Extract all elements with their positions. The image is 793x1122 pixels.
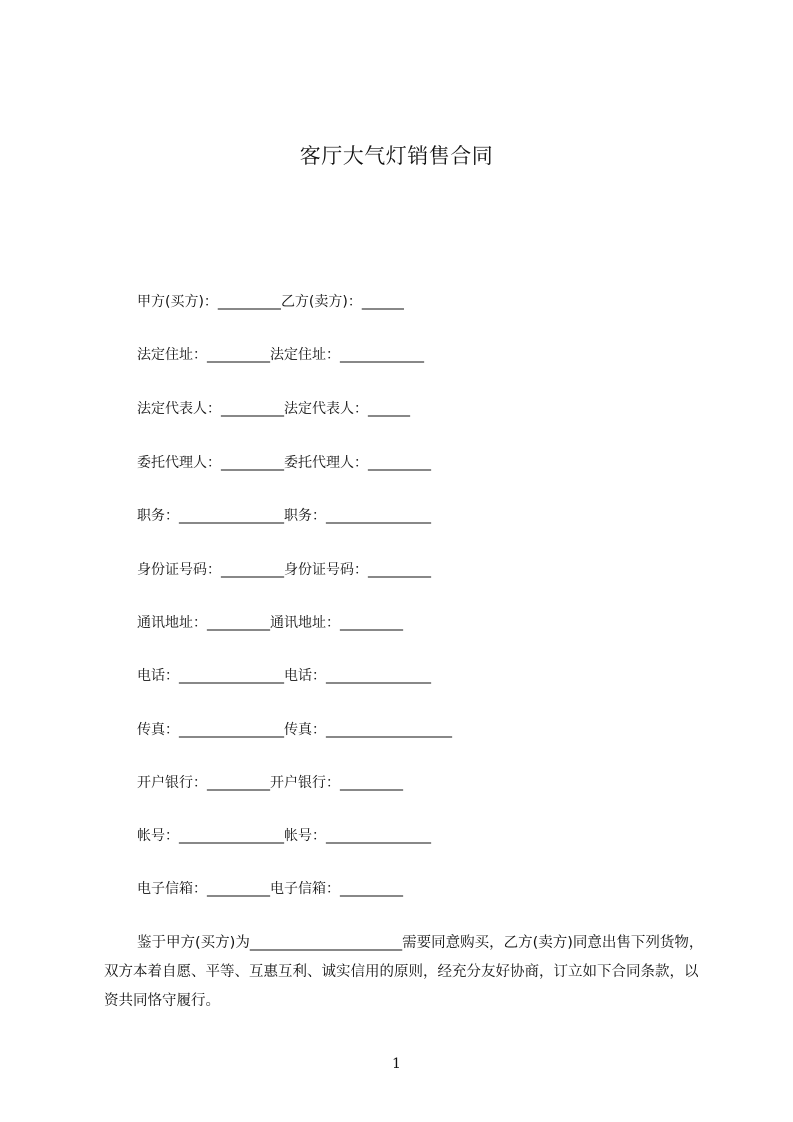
party-b-agent: 委托代理人：_________ — [284, 455, 431, 471]
preamble-text: 鉴于甲方(买方)为_____________________需要同意购买，乙方(卖方)同意出售下列货物，双方本着自愿、平等、互惠互利、诚实信用的原则，经充分友好协商，订立如下合同条款，以资共同恪守履行。 — [104, 935, 704, 1009]
party-a-legal-rep: 法定代表人：_________ — [137, 401, 284, 417]
party-a-id-number: 身份证号码：_________ — [137, 562, 284, 578]
account-row — [137, 826, 431, 846]
party-a-fax: 传真：_______________ — [137, 722, 284, 738]
legal-rep-row — [137, 399, 410, 419]
party-name-row — [137, 292, 404, 312]
party-b-email: 电子信箱：_________ — [270, 881, 403, 897]
agent-row — [137, 453, 431, 473]
party-a-agent: 委托代理人：_________ — [137, 455, 284, 471]
id-number-row — [137, 560, 431, 580]
party-b-address: 法定住址：____________ — [270, 347, 424, 363]
position-row — [137, 506, 431, 526]
party-a-bank: 开户银行：_________ — [137, 775, 270, 791]
party-a-email: 电子信箱：_________ — [137, 881, 270, 897]
party-a-address: 法定住址：_________ — [137, 347, 270, 363]
phone-row — [137, 666, 431, 686]
page-number: 1 — [392, 1056, 401, 1072]
party-b-position: 职务：_______________ — [284, 508, 431, 524]
party-b-mailing-address: 通讯地址：_________ — [270, 615, 403, 631]
party-b-fax: 传真：__________________ — [284, 722, 452, 738]
party-b-phone: 电话：_______________ — [284, 668, 431, 684]
party-b-id-number: 身份证号码：_________ — [284, 562, 431, 578]
fax-row — [137, 720, 452, 740]
email-row — [137, 879, 403, 899]
mailing-address-row — [137, 613, 403, 633]
party-a-mailing-address: 通讯地址：_________ — [137, 615, 270, 631]
party-b-account: 帐号：_______________ — [284, 828, 431, 844]
party-a-phone: 电话：_______________ — [137, 668, 284, 684]
party-a-account: 帐号：_______________ — [137, 828, 284, 844]
party-b-bank: 开户银行：_________ — [270, 775, 403, 791]
preamble-paragraph — [104, 929, 712, 1016]
party-a-name: 甲方(买方)：_________ — [137, 294, 281, 310]
bank-row — [137, 773, 403, 793]
party-a-position: 职务：_______________ — [137, 508, 284, 524]
party-b-name: 乙方(卖方)：______ — [280, 294, 404, 310]
document-title: 客厅大气灯销售合同 — [299, 144, 494, 168]
party-b-legal-rep: 法定代表人：______ — [284, 401, 410, 417]
address-row — [137, 345, 424, 365]
